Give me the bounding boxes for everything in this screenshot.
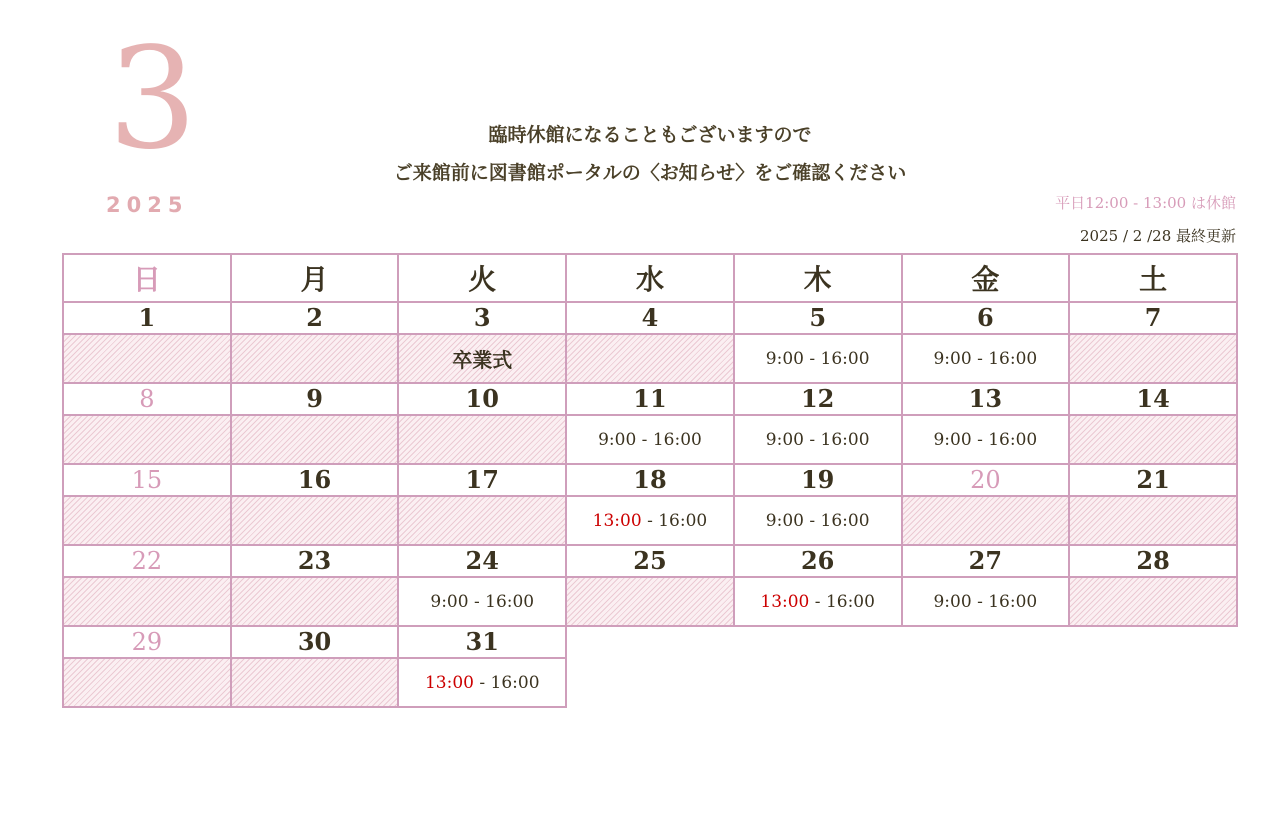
- opening-start-time: 13:00: [424, 672, 474, 693]
- hours-row: [63, 334, 1237, 383]
- closed-day-cell: [566, 577, 734, 626]
- opening-hours-cell: [398, 577, 566, 626]
- day-number: 24: [398, 545, 566, 577]
- date-row: [63, 383, 1237, 415]
- day-number: 18: [566, 464, 734, 496]
- day-number: 19: [734, 464, 902, 496]
- weekday-header-wed: 水: [566, 254, 734, 302]
- time-separator: -: [803, 348, 821, 369]
- weekday-header-row: [63, 254, 1237, 302]
- opening-hours-cell: [902, 415, 1070, 464]
- notice-line-2: ご来館前に図書館ポータルの〈お知らせ〉をご確認ください: [393, 162, 907, 184]
- date-row: [63, 545, 1237, 577]
- closed-day-cell: [398, 334, 566, 383]
- month-number: 3: [108, 18, 198, 181]
- weekday-header-sat: 土: [1069, 254, 1237, 302]
- empty-cell: [902, 658, 1070, 707]
- day-number: 12: [734, 383, 902, 415]
- day-number: 28: [1069, 545, 1237, 577]
- empty-cell: [566, 658, 734, 707]
- day-number: 10: [398, 383, 566, 415]
- closed-day-cell: [63, 496, 231, 545]
- notice-line-1: 臨時休館になることもございますので: [488, 124, 812, 146]
- day-number: 11: [566, 383, 734, 415]
- weekday-header-sun: 日: [63, 254, 231, 302]
- opening-hours-cell: [566, 415, 734, 464]
- opening-start-time: 13:00: [760, 591, 810, 612]
- opening-start-time: 9:00: [933, 591, 972, 612]
- closed-day-cell: [231, 334, 399, 383]
- time-separator: -: [803, 429, 821, 450]
- day-number: 20: [902, 464, 1070, 496]
- day-number: 17: [398, 464, 566, 496]
- day-number: 1: [63, 302, 231, 334]
- date-row: [63, 464, 1237, 496]
- time-separator: -: [473, 672, 491, 693]
- opening-hours-cell: [566, 496, 734, 545]
- time-separator: -: [809, 591, 826, 612]
- weekday-header-thu: 木: [734, 254, 902, 302]
- time-separator: -: [636, 429, 653, 450]
- empty-cell: [566, 626, 734, 658]
- closure-notice: [300, 116, 1000, 192]
- opening-start-time: 9:00: [765, 429, 804, 450]
- calendar-body: [63, 302, 1237, 707]
- opening-start-time: 13:00: [592, 510, 642, 531]
- closed-day-cell: [1069, 415, 1237, 464]
- opening-end-time: 16:00: [820, 348, 870, 369]
- opening-end-time: 16:00: [490, 672, 540, 693]
- opening-end-time: 16:00: [825, 591, 875, 612]
- weekday-header-tue: 火: [398, 254, 566, 302]
- last-updated: 2025 / 2 /28 最終更新: [1080, 227, 1236, 245]
- day-number: 22: [63, 545, 231, 577]
- opening-end-time: 16:00: [652, 429, 702, 450]
- opening-end-time: 16:00: [988, 429, 1038, 450]
- time-separator: -: [641, 510, 659, 531]
- day-number: 23: [231, 545, 399, 577]
- opening-end-time: 16:00: [658, 510, 708, 531]
- day-number: 25: [566, 545, 734, 577]
- opening-start-time: 9:00: [933, 429, 972, 450]
- day-number: 6: [902, 302, 1070, 334]
- day-number: 29: [63, 626, 231, 658]
- closed-day-cell: [231, 415, 399, 464]
- closed-day-cell: [63, 334, 231, 383]
- time-separator: -: [468, 591, 486, 612]
- day-number: 31: [398, 626, 566, 658]
- date-row: [63, 302, 1237, 334]
- closed-day-cell: [398, 415, 566, 464]
- opening-hours-cell: [734, 415, 902, 464]
- empty-cell: [902, 626, 1070, 658]
- day-number: 3: [398, 302, 566, 334]
- day-number: 21: [1069, 464, 1237, 496]
- opening-start-time: 9:00: [430, 591, 469, 612]
- year-label: 2025: [106, 193, 189, 217]
- event-label: 卒業式: [452, 348, 513, 372]
- closed-day-cell: [902, 496, 1070, 545]
- day-number: 16: [231, 464, 399, 496]
- day-number: 26: [734, 545, 902, 577]
- closed-day-cell: [231, 658, 399, 707]
- hours-row: [63, 577, 1237, 626]
- day-number: 2: [231, 302, 399, 334]
- day-number: 13: [902, 383, 1070, 415]
- opening-end-time: 16:00: [988, 348, 1038, 369]
- opening-hours-cell: [734, 577, 902, 626]
- opening-start-time: 9:00: [598, 429, 637, 450]
- empty-cell: [1069, 658, 1237, 707]
- empty-cell: [734, 626, 902, 658]
- closed-day-cell: [63, 415, 231, 464]
- opening-end-time: 16:00: [820, 429, 870, 450]
- closed-day-cell: [1069, 496, 1237, 545]
- opening-start-time: 9:00: [933, 348, 972, 369]
- closed-day-cell: [398, 496, 566, 545]
- day-number: 30: [231, 626, 399, 658]
- opening-end-time: 16:00: [820, 510, 870, 531]
- calendar-table: [62, 253, 1238, 708]
- day-number: 5: [734, 302, 902, 334]
- opening-hours-cell: [398, 658, 566, 707]
- opening-start-time: 9:00: [765, 348, 804, 369]
- weekday-header-mon: 月: [231, 254, 399, 302]
- closed-day-cell: [63, 577, 231, 626]
- opening-hours-cell: [902, 334, 1070, 383]
- opening-hours-cell: [902, 577, 1070, 626]
- opening-end-time: 16:00: [485, 591, 535, 612]
- hours-row: [63, 415, 1237, 464]
- closed-day-cell: [1069, 334, 1237, 383]
- empty-cell: [734, 658, 902, 707]
- day-number: 14: [1069, 383, 1237, 415]
- empty-cell: [1069, 626, 1237, 658]
- hours-row: [63, 496, 1237, 545]
- hours-row: [63, 658, 1237, 707]
- closed-day-cell: [231, 577, 399, 626]
- closed-day-cell: [1069, 577, 1237, 626]
- day-number: 15: [63, 464, 231, 496]
- time-separator: -: [971, 591, 989, 612]
- day-number: 8: [63, 383, 231, 415]
- closed-day-cell: [231, 496, 399, 545]
- day-number: 9: [231, 383, 399, 415]
- opening-start-time: 9:00: [765, 510, 804, 531]
- time-separator: -: [971, 348, 989, 369]
- lunch-closure-note: 平日12:00 - 13:00 は休館: [1055, 194, 1236, 212]
- opening-hours-cell: [734, 496, 902, 545]
- opening-end-time: 16:00: [988, 591, 1038, 612]
- opening-hours-cell: [734, 334, 902, 383]
- date-row: [63, 626, 1237, 658]
- day-number: 27: [902, 545, 1070, 577]
- time-separator: -: [971, 429, 989, 450]
- day-number: 4: [566, 302, 734, 334]
- time-separator: -: [803, 510, 821, 531]
- closed-day-cell: [63, 658, 231, 707]
- closed-day-cell: [566, 334, 734, 383]
- day-number: 7: [1069, 302, 1237, 334]
- weekday-header-fri: 金: [902, 254, 1070, 302]
